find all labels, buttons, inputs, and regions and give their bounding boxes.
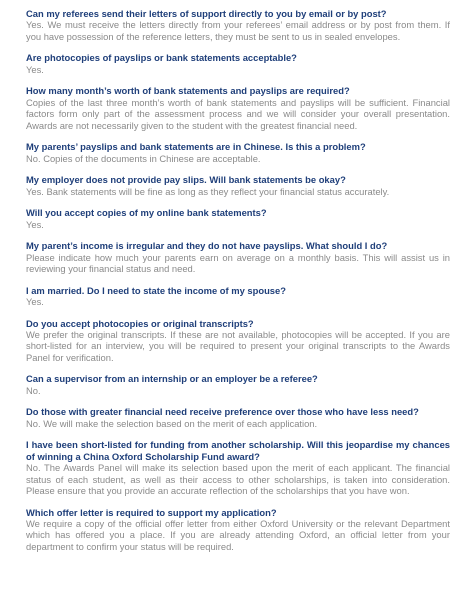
faq-answer: No. (26, 384, 41, 396)
faq-question: Are photocopies of payslips or bank statements acceptable? (26, 52, 297, 64)
faq-answer: Please indicate how much your parents earn on average on a monthly basis. This will assist us in reviewing your financial status and need. (26, 251, 450, 275)
faq-answer: Yes. (26, 63, 44, 75)
faq-question: Can a supervisor from an internship or an employer be a referee? (26, 373, 318, 385)
faq-item (26, 141, 450, 164)
faq-item (26, 439, 450, 496)
faq-list (26, 8, 450, 562)
faq-item (26, 240, 450, 274)
faq-question: How many month’s worth of bank statements and payslips are required? (26, 85, 350, 97)
faq-item (26, 85, 450, 131)
faq-answer: No. Copies of the documents in Chinese are acceptable. (26, 152, 261, 164)
faq-question: Will you accept copies of my online bank statements? (26, 207, 267, 219)
faq-item (26, 406, 450, 429)
faq-question: My parent’s income is irregular and they do not have payslips. What should I do? (26, 240, 388, 252)
faq-question: My employer does not provide pay slips. Will bank statements be okay? (26, 174, 346, 186)
faq-answer: No. We will make the selection based on the merit of each application. (26, 417, 318, 429)
faq-item (26, 8, 450, 42)
faq-answer: Yes. We must receive the letters directly from your referees’ email address or by post from them. If you have possession of the reference letters, they must be sent to us in sealed envelopes. (26, 19, 450, 42)
faq-question: Which offer letter is required to support my application? (26, 506, 277, 518)
faq-question: Do you accept photocopies or original transcripts? (26, 317, 254, 329)
faq-answer: We require a copy of the official offer letter from either Oxford University or the relevant Department which has offered you a place. If you are already attending Oxford, an official letter from your department to confirm your status will be required. (26, 518, 450, 552)
faq-item (26, 207, 450, 230)
faq-item (26, 318, 450, 364)
faq-answer: Copies of the last three month’s worth of bank statements and payslips will be sufficient. Financial factors form only part of the assessment process and we will consider your overall presentation. Awards are not necessarily given to the student with the greatest financial need. (26, 96, 450, 131)
faq-question: I have been short-listed for funding from another scholarship. Will this jeopardise my chances of winning a China Oxford Scholarship Fund award? (26, 439, 450, 462)
faq-item (26, 285, 450, 308)
faq-item (26, 174, 450, 197)
faq-item (26, 507, 450, 553)
faq-answer: No. The Awards Panel will make its selection based upon the merit of each applicant. The financial status of each student, as well as their access to other scholarships, is taken into consideration. Please ensure that you provide an accurate reflection of the scholarships that you have won. (26, 462, 450, 497)
faq-answer: Yes. (26, 296, 44, 308)
faq-question: Can my referees send their letters of support directly to you by email or by post? (26, 8, 387, 19)
faq-question: Do those with greater financial need receive preference over those who have less need? (26, 406, 419, 418)
faq-item (26, 373, 450, 396)
faq-item (26, 52, 450, 75)
faq-answer: We prefer the original transcripts. If these are not available, photocopies will be accepted. If you are short-listed for an interview, you will be required to present your original transcripts to the Awards Panel for verification. (26, 329, 450, 363)
faq-question: My parents’ payslips and bank statements are in Chinese. Is this a problem? (26, 141, 366, 153)
faq-answer: Yes. Bank statements will be fine as long as they reflect your financial status accurately. (26, 185, 390, 197)
faq-answer: Yes. (26, 218, 44, 230)
faq-question: I am married. Do I need to state the income of my spouse? (26, 284, 286, 296)
